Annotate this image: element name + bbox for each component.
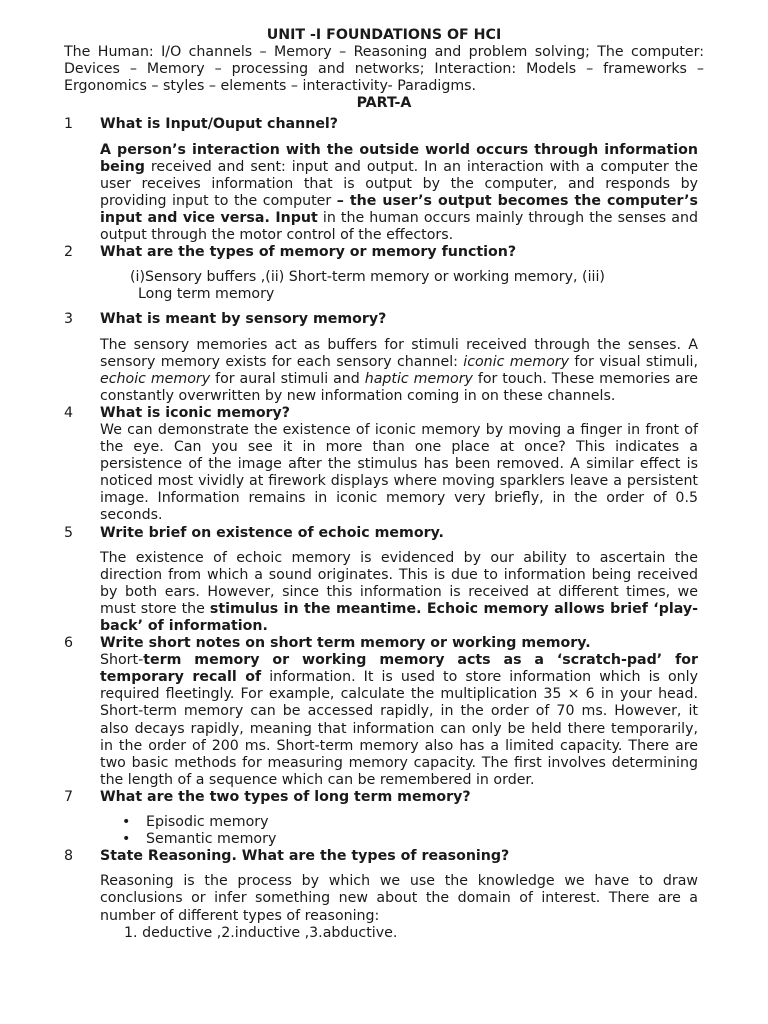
answer-3 bbox=[100, 337, 698, 405]
answer-text: The sensory memories act as buffers for stimuli received through the senses. A sensory memory exists for each sensory channel: bbox=[100, 336, 698, 370]
question-7 bbox=[64, 788, 698, 806]
question-5 bbox=[64, 524, 698, 542]
answer-1 bbox=[100, 142, 698, 245]
question-number: 1 bbox=[64, 116, 74, 133]
question-text: Write short notes on short term memory or working memory. bbox=[100, 635, 591, 652]
answer-8-list bbox=[124, 925, 768, 942]
answer-text: for touch. These memories are constantly overwritten by new information coming in on these channels. bbox=[100, 370, 698, 404]
answer-text: information. It is used to store information which is only required fleetingly. For example, calculate the multiplication 35 × 6 in your head. Short-term memory can be accessed rapidly, in the order of 70 ms. However, it also decays rapidly, meaning that information can only be held there temporarily, in the order of 200 ms. Short-term memory also has a limited capacity. There are two basic methods for measuring memory capacity. The first involves determining the length of a sequence which can be remembered in order. bbox=[100, 669, 698, 788]
question-number: 4 bbox=[64, 404, 74, 421]
question-number: 3 bbox=[64, 311, 74, 328]
list-item: deductive ,2.inductive ,3.abductive. bbox=[142, 924, 398, 941]
question-2 bbox=[64, 244, 698, 261]
answer-2-line2: Long term memory bbox=[138, 286, 275, 303]
answer-italic: iconic memory bbox=[463, 353, 570, 370]
question-number: 8 bbox=[64, 848, 74, 865]
answer-text: in the human occurs mainly through the senses and output through the motor control of the effectors. bbox=[100, 209, 698, 244]
answer-7-list bbox=[120, 814, 768, 848]
answer-text: Short- bbox=[100, 652, 144, 669]
list-item: • Semantic memory bbox=[120, 831, 768, 848]
answer-bold: term memory or working memory acts as a ‘scratch-pad’ for temporary recall of bbox=[100, 652, 698, 686]
question-text: What is Input/Ouput channel? bbox=[100, 116, 339, 133]
question-text: What is iconic memory? bbox=[100, 404, 291, 421]
answer-text: received and sent: input and output. In an interaction with a computer the user receives information that is output by the computer, and responds by providing input to the computer bbox=[100, 158, 698, 209]
question-text: What is meant by sensory memory? bbox=[100, 311, 387, 328]
answer-text: for aural stimuli and bbox=[210, 370, 365, 387]
answer-8: Reasoning is the process by which we use the knowledge we have to draw conclusions or infer something new about the domain of interest. There are a number of different types of reasoning: bbox=[100, 873, 698, 924]
answer-text: for visual stimuli, bbox=[569, 353, 698, 370]
question-text: Write brief on existence of echoic memory. bbox=[100, 524, 444, 541]
question-number: 7 bbox=[64, 788, 74, 805]
answer-6 bbox=[100, 652, 698, 789]
part-heading: PART-A bbox=[356, 95, 412, 112]
answer-bold: A person’s interaction with the outside world occurs through information being bbox=[100, 141, 698, 175]
answer-text: The existence of echoic memory is evidenced by our ability to ascertain the direction from which a sound originates. This is due to information being received by both ears. However, since this information is received at different times, we must store the bbox=[100, 549, 698, 617]
syllabus-intro: The Human: I/O channels – Memory – Reasoning and problem solving; The computer: Devices – Memory – processing and networks; Interaction: Models – frameworks – Ergonomics – styles – elements – interactivity- Paradigms. bbox=[64, 44, 704, 95]
answer-bold: stimulus in the meantime. Echoic memory allows brief ‘play-back’ of information. bbox=[100, 600, 698, 634]
list-number: 1. bbox=[124, 924, 138, 941]
question-number: 5 bbox=[64, 524, 74, 541]
answer-4: We can demonstrate the existence of iconic memory by moving a finger in front of the eye. Can you see it in more than one place at once? This indicates a persistence of the image after the stimulus has been removed. A similar effect is noticed most vividly at firework displays where moving sparklers leave a persistent image. Information remains in iconic memory very briefly, in the order of 0.5 seconds. bbox=[100, 421, 698, 524]
question-3 bbox=[64, 311, 698, 328]
unit-title: UNIT -I FOUNDATIONS OF HCI bbox=[266, 27, 502, 43]
question-text: What are the two types of long term memory? bbox=[100, 788, 471, 805]
answer-5 bbox=[100, 550, 698, 635]
answer-bold: – the user’s output becomes the computer’s input and vice versa. Input bbox=[100, 192, 698, 226]
question-number: 2 bbox=[64, 244, 74, 261]
question-1 bbox=[64, 116, 698, 133]
answer-italic: echoic memory bbox=[100, 370, 211, 387]
question-6 bbox=[64, 635, 698, 652]
answer-italic: haptic memory bbox=[364, 370, 473, 387]
list-item: • Episodic memory bbox=[120, 814, 768, 831]
question-4 bbox=[64, 404, 698, 422]
question-text: State Reasoning. What are the types of reasoning? bbox=[100, 848, 510, 865]
answer-2-line1: (i)Sensory buffers ,(ii) Short-term memory or working memory, (iii) bbox=[130, 269, 605, 286]
question-8 bbox=[64, 848, 698, 865]
question-text: What are the types of memory or memory function? bbox=[100, 244, 517, 261]
question-number: 6 bbox=[64, 635, 74, 652]
